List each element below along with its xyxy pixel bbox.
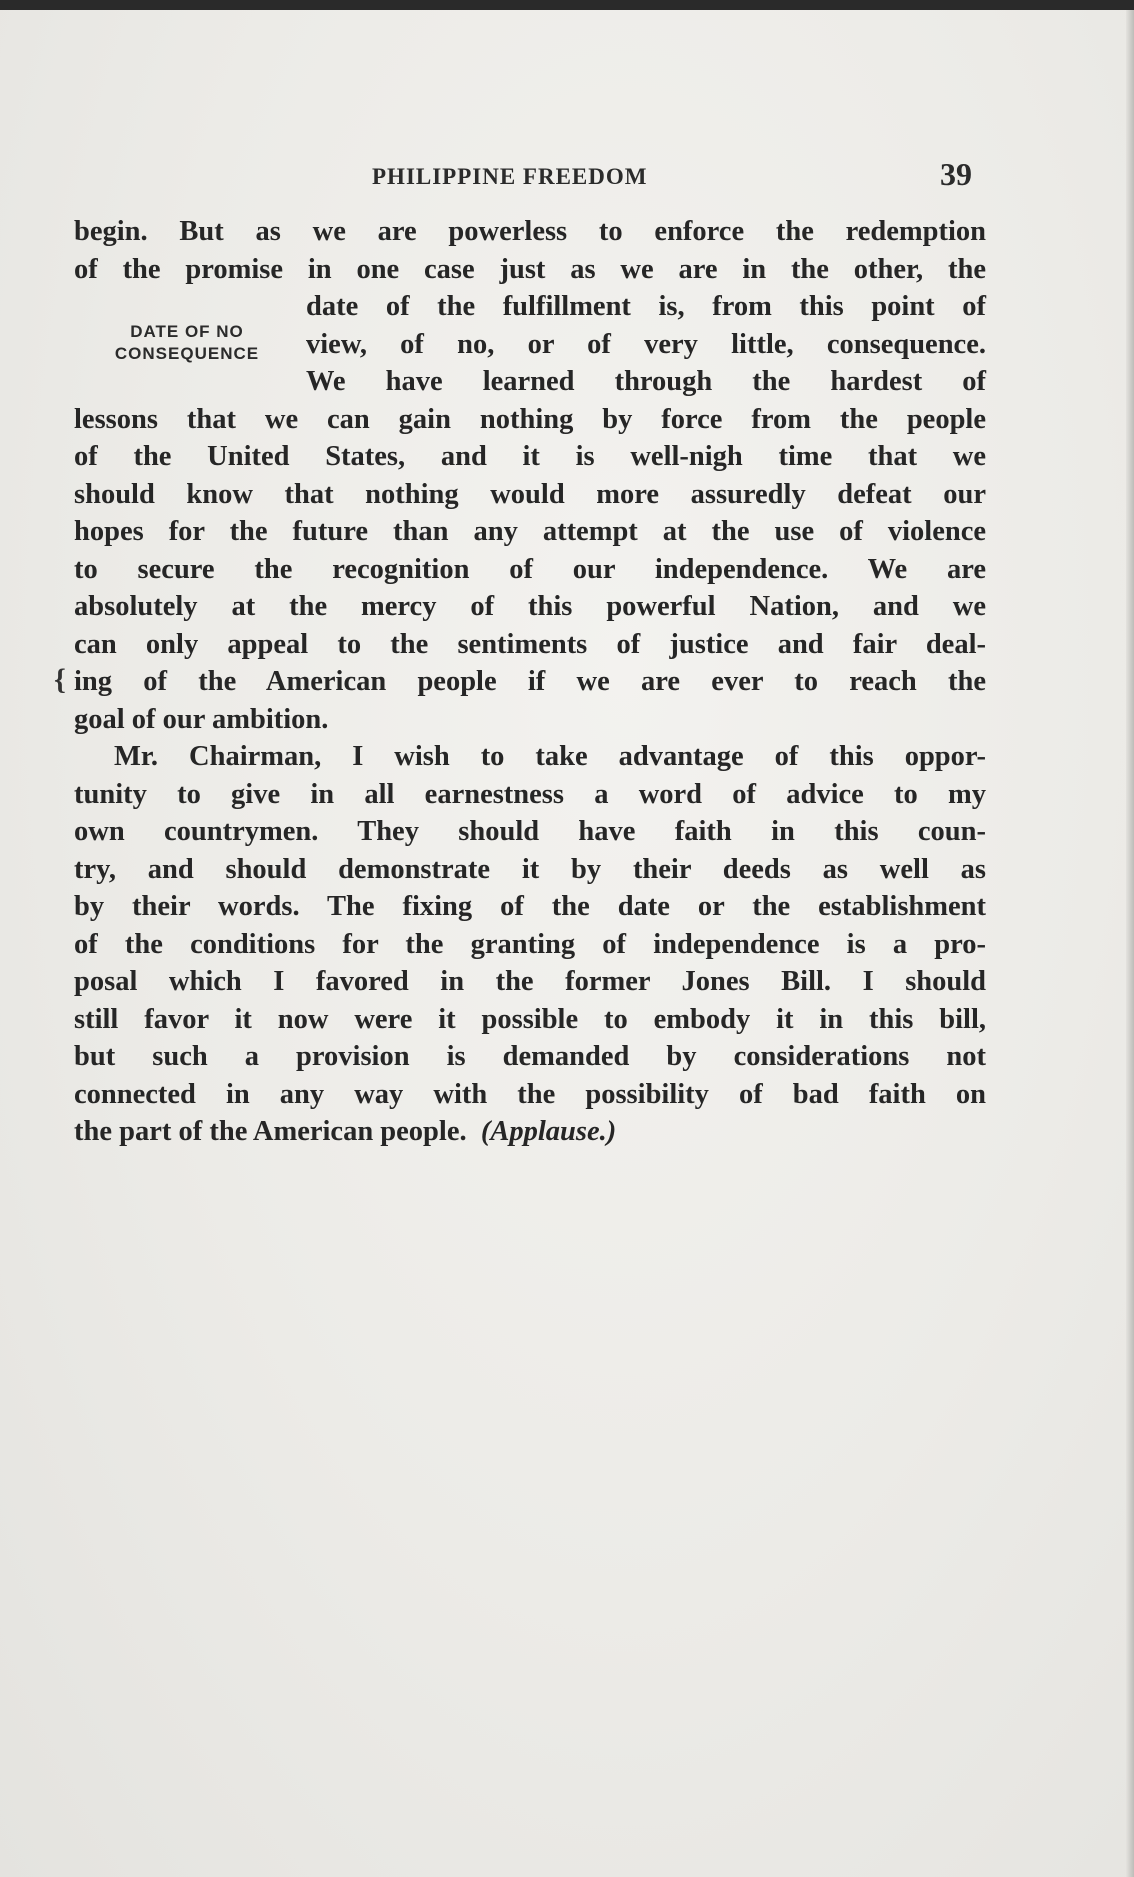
text-line: posal which I favored in the former Jones Bill. I should (74, 966, 986, 997)
text-line: own countrymen. They should have faith in this coun- (74, 816, 986, 847)
text-line: by their words. The fixing of the date or the establishment (74, 891, 986, 922)
text-line: We have learned through the hardest of (306, 366, 986, 397)
running-head (0, 156, 1134, 200)
page-number: 39 (940, 156, 972, 192)
text-line: should know that nothing would more assuredly defeat our (74, 478, 986, 510)
running-title: PHILIPPINE FREEDOM (372, 164, 648, 189)
text-line: of the promise in one case just as we are in the other, the (74, 253, 986, 285)
text-line: lessons that we can gain nothing by force from the people (74, 403, 986, 435)
body-text (74, 213, 986, 1151)
text-line: hopes for the future than any attempt at the use of violence (74, 516, 986, 547)
text-line: but such a provision is demanded by considerations not (74, 1041, 986, 1072)
side-note-line-1: DATE OF NO (130, 322, 244, 341)
text-line: view, of no, or of very little, consequence. (306, 328, 986, 360)
text-line: ing of the American people if we are ever to reach the (74, 666, 986, 697)
text-line: to secure the recognition of our independence. We are (74, 553, 986, 585)
text-line: goal of our ambition. (74, 703, 329, 735)
applause-note: (Applause.) (480, 1116, 617, 1147)
text-line-final (74, 1113, 986, 1151)
text-line: tunity to give in all earnestness a word of advice to my (74, 778, 986, 810)
final-line-text: the part of the American people. (74, 1116, 467, 1147)
text-line: begin. But as we are powerless to enforce the redemption (74, 216, 986, 247)
text-line: Mr. Chairman, I wish to take advantage of this oppor- (114, 741, 986, 772)
text-line: still favor it now were it possible to embody it in this bill, (74, 1003, 986, 1035)
text-line: of the conditions for the granting of independence is a pro- (74, 928, 986, 960)
text-line: try, and should demonstrate it by their deeds as well as (74, 853, 986, 885)
book-page (0, 10, 1134, 1877)
margin-mark: { (54, 663, 66, 696)
text-line: can only appeal to the sentiments of justice and fair deal- (74, 628, 986, 660)
text-line: date of the fulfillment is, from this point of (306, 291, 986, 322)
text-line: absolutely at the mercy of this powerful Nation, and we (74, 591, 986, 622)
page-edge (1126, 10, 1134, 1877)
side-note-line-2: CONSEQUENCE (114, 344, 260, 363)
text-line: connected in any way with the possibility of bad faith on (74, 1078, 986, 1110)
text-line: of the United States, and it is well-nigh time that we (74, 441, 986, 472)
